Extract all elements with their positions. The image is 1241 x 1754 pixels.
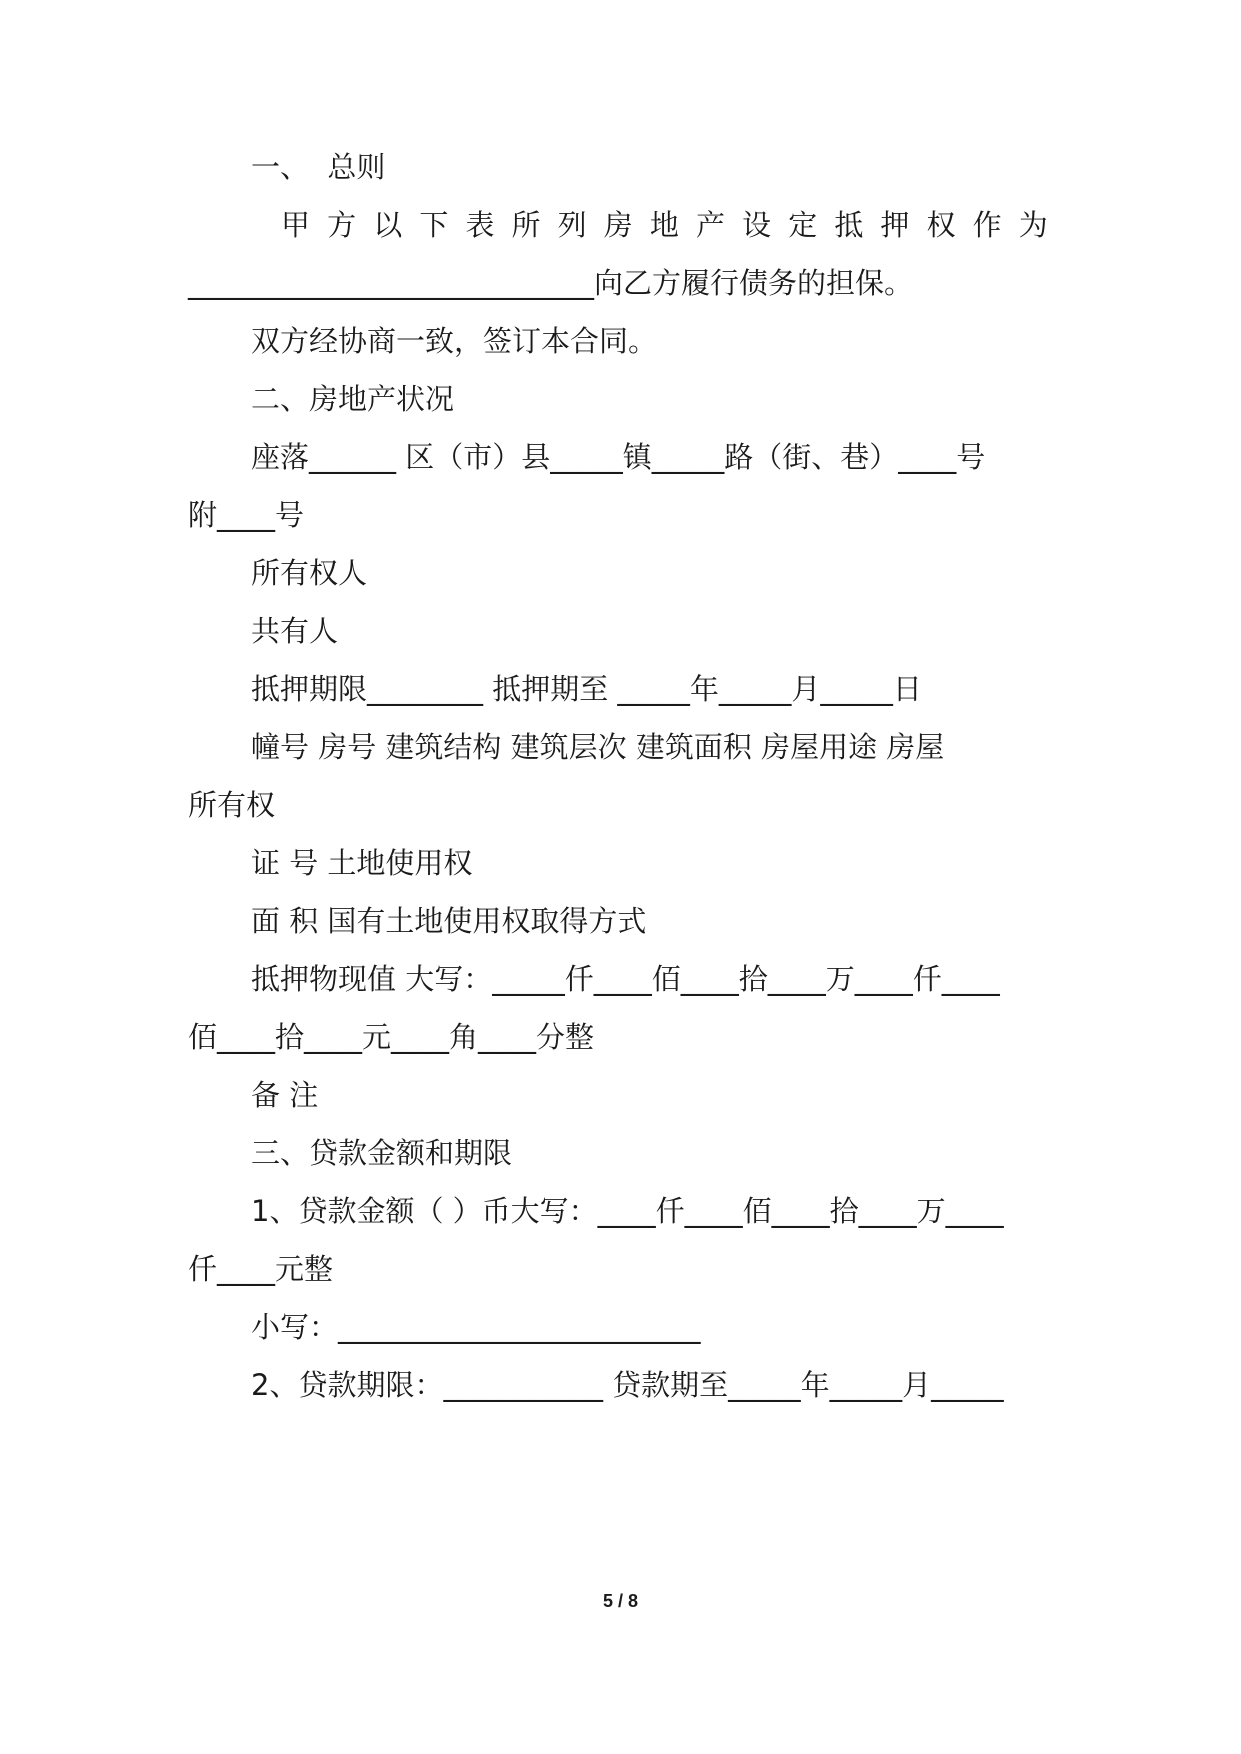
- certificate-line: 证 号 土地使用权: [251, 846, 473, 880]
- section-heading-general: 一、 总则: [251, 150, 386, 184]
- justified-char: 甲: [281, 208, 311, 242]
- loan-amount-figures-line: 小写：_________________________: [251, 1310, 701, 1344]
- justified-char: 作: [972, 208, 1002, 242]
- clause-line: ____________________________向乙方履行债务的担保。: [188, 266, 914, 300]
- address-line-continued: 附____号: [188, 498, 305, 532]
- loan-term-line: 2、贷款期限：___________ 贷款期至_____年_____月_____: [251, 1368, 1004, 1402]
- property-fields-line: 幢号 房号 建筑结构 建筑层次 建筑面积 房屋用途 房屋: [251, 730, 945, 764]
- justified-char: 所: [511, 208, 541, 242]
- justified-char: 定: [788, 208, 818, 242]
- justified-char: 列: [557, 208, 587, 242]
- loan-amount-line-continued: 仟____元整: [188, 1252, 334, 1286]
- loan-amount-line: 1、贷款金额（ ）币大写：____仟____佰____拾____万____: [251, 1194, 1004, 1228]
- property-fields-line-continued: 所有权: [188, 788, 276, 822]
- clause-line-justified: [281, 207, 1048, 243]
- justified-char: 为: [1018, 208, 1048, 242]
- justified-char: 产: [695, 208, 725, 242]
- mortgage-term-line: 抵押期限________ 抵押期至 _____年_____月_____日: [251, 672, 922, 706]
- justified-char: 设: [742, 208, 772, 242]
- area-line: 面 积 国有土地使用权取得方式: [251, 904, 647, 938]
- justified-char: 权: [926, 208, 956, 242]
- collateral-value-line: 抵押物现值 大写：_____仟____佰____拾____万____仟____: [251, 962, 1000, 996]
- justified-char: 以: [373, 208, 403, 242]
- co-owner-label: 共有人: [251, 614, 339, 648]
- page-number: 5 / 8: [602, 1591, 639, 1611]
- owner-label: 所有权人: [251, 556, 368, 590]
- justified-char: 房: [603, 208, 633, 242]
- justified-char: 下: [419, 208, 449, 242]
- address-line: 座落______ 区（市）县_____镇_____路（街、巷）____号: [251, 440, 986, 474]
- section-heading-property: 二、房地产状况: [251, 382, 455, 416]
- justified-char: 表: [465, 208, 495, 242]
- section-heading-loan: 三、贷款金额和期限: [251, 1136, 513, 1170]
- justified-char: 地: [649, 208, 679, 242]
- clause-line: 双方经协商一致，签订本合同。: [251, 324, 658, 358]
- justified-char: 抵: [834, 208, 864, 242]
- remarks-label: 备 注: [251, 1078, 319, 1112]
- justified-char: 方: [327, 208, 357, 242]
- collateral-value-line-continued: 佰____拾____元____角____分整: [188, 1020, 595, 1054]
- justified-char: 押: [880, 208, 910, 242]
